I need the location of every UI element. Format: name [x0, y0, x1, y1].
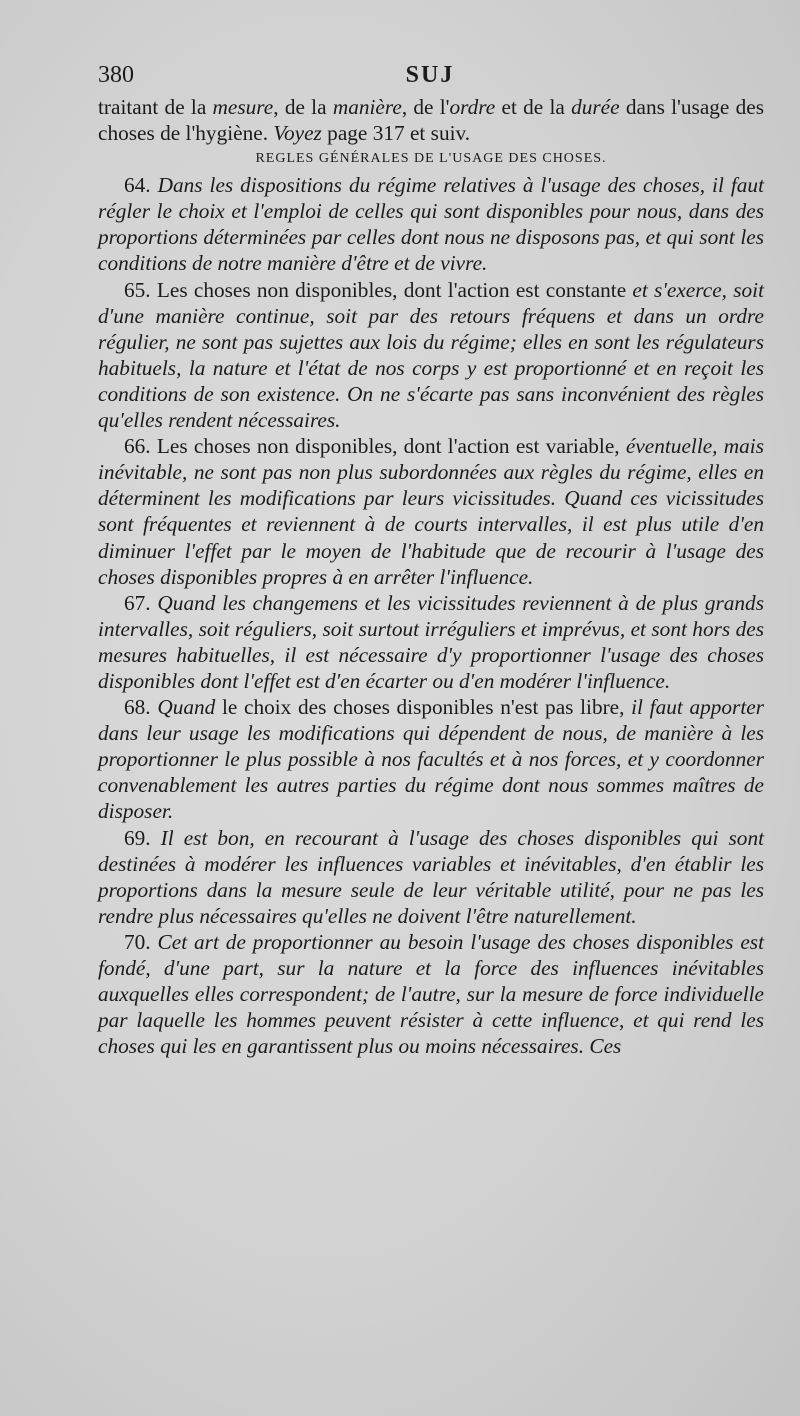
paragraph-text-italic: il faut apporter dans leur usage les modifications qui dépendent de nous, de manière à les proportionner le plus possible à nos facultés et à nos forces, et y coordonner convenablement les autres parties du régime dont nous sommes maîtres de disposer. — [98, 695, 764, 824]
paragraph-68 — [98, 694, 764, 824]
paragraph-text: Quand les changemens et les vicissitudes reviennent à de plus grands intervalles, soit réguliers, soit surtout irréguliers et imprévus, et sont hors des mesures habituelles, il est nécessaire d'y proportionner l'usage des choses disponibles dont l'effet est d'en écarter ou d'en modérer l'influence. — [98, 590, 764, 693]
page-header — [98, 62, 762, 94]
italic-run: manière — [332, 95, 402, 119]
text-run: et de la — [495, 95, 572, 119]
paragraph-number: 66. — [124, 434, 151, 459]
italic-run: Voyez — [273, 121, 322, 146]
paragraph-text: Cet art de proportionner au besoin l'usage des choses disponibles est fondé, d'une part, sur la nature et la force des influences inévitables auxquelles elles correspondent; de l'autre, sur la mesure de force individuelle par laquelle les hommes peuvent résister à cette influence, et qui rend les choses qui les en garantissent plus ou moins nécessaires. Ces — [98, 929, 764, 1059]
paragraph-number: 69. — [124, 825, 151, 850]
italic-run: mesure — [212, 95, 274, 119]
paragraph-text: Dans les dispositions du régime relatives à l'usage des choses, il faut régler le choix et l'emploi de celles qui sont disponibles pour nous, dans des proportions déterminées par celles dont nous ne disposons pas, et qui sont les conditions de notre manière d'être et de vivre. — [98, 173, 765, 276]
paragraph-number: 65. — [124, 277, 151, 302]
text-run: , de l' — [401, 95, 450, 119]
body-text — [98, 94, 764, 1059]
paragraph-text: le choix des choses disponibles n'est pas libre, — [215, 695, 632, 720]
paragraph-65 — [98, 277, 764, 434]
text-run: page 317 et suiv. — [321, 121, 471, 146]
paragraph-number: 64. — [124, 173, 151, 198]
italic-run: durée — [571, 95, 620, 119]
running-head: SUJ — [405, 62, 455, 88]
italic-run: ordre — [449, 95, 496, 119]
paragraph-64 — [98, 172, 764, 276]
paragraph-number: 67. — [124, 590, 151, 615]
paragraph-number: 68. — [124, 695, 151, 720]
paragraph-67 — [98, 590, 764, 694]
paragraph-70 — [98, 929, 764, 1059]
paragraph-text-italic: Quand — [157, 695, 216, 720]
section-title: REGLES GÉNÉRALES DE L'USAGE DES CHOSES. — [255, 151, 607, 167]
paragraph-text-italic: éventuelle, mais inévitable, ne sont pas non plus subordonnées aux règles du régime, elles en déterminent les modifications par leurs vicissitudes. Quand ces vicissitudes sont fréquentes et reviennent à de courts intervalles, il est plus utile d'en diminuer l'effet par le moyen de l'habitude que de recourir à l'usage des choses disponibles propres à en arrêter l'influence. — [98, 434, 764, 589]
paragraph-text-italic: et s'exerce, soit d'une manière continue, soit par des retours fréquens et dans un ordre régulier, ne sont pas sujettes aux lois du régime; elles en sont les régulateurs habituels, la nature et l'état de nos corps y est proportionné et en reçoit les conditions de son existence. On ne s'écarte pas sans inconvénient des règles qu'elles rendent nécessaires. — [98, 277, 764, 433]
page-number: 380 — [98, 62, 134, 88]
paragraph-66 — [98, 433, 764, 590]
opening-paragraph — [98, 94, 764, 146]
text-run: traitant de la — [98, 95, 213, 119]
text-run: , de la — [273, 95, 333, 119]
paragraph-69 — [98, 825, 764, 929]
paragraph-number: 70. — [124, 929, 151, 954]
paragraph-text: Les choses non disponibles, dont l'action est constante — [156, 277, 633, 302]
paragraph-text: Il est bon, en recourant à l'usage des choses disponibles qui sont destinées à modérer les influences variables et inévitables, d'en établir les proportions dans la mesure seule de leur véritable utilité, pour ne pas les rendre plus nécessaires qu'elles ne doivent l'être naturellement. — [98, 825, 765, 928]
text-run: dans l'usage des choses de l'hygiène. — [98, 95, 765, 146]
paragraph-text: Les choses non disponibles, dont l'action est variable, — [156, 434, 626, 459]
